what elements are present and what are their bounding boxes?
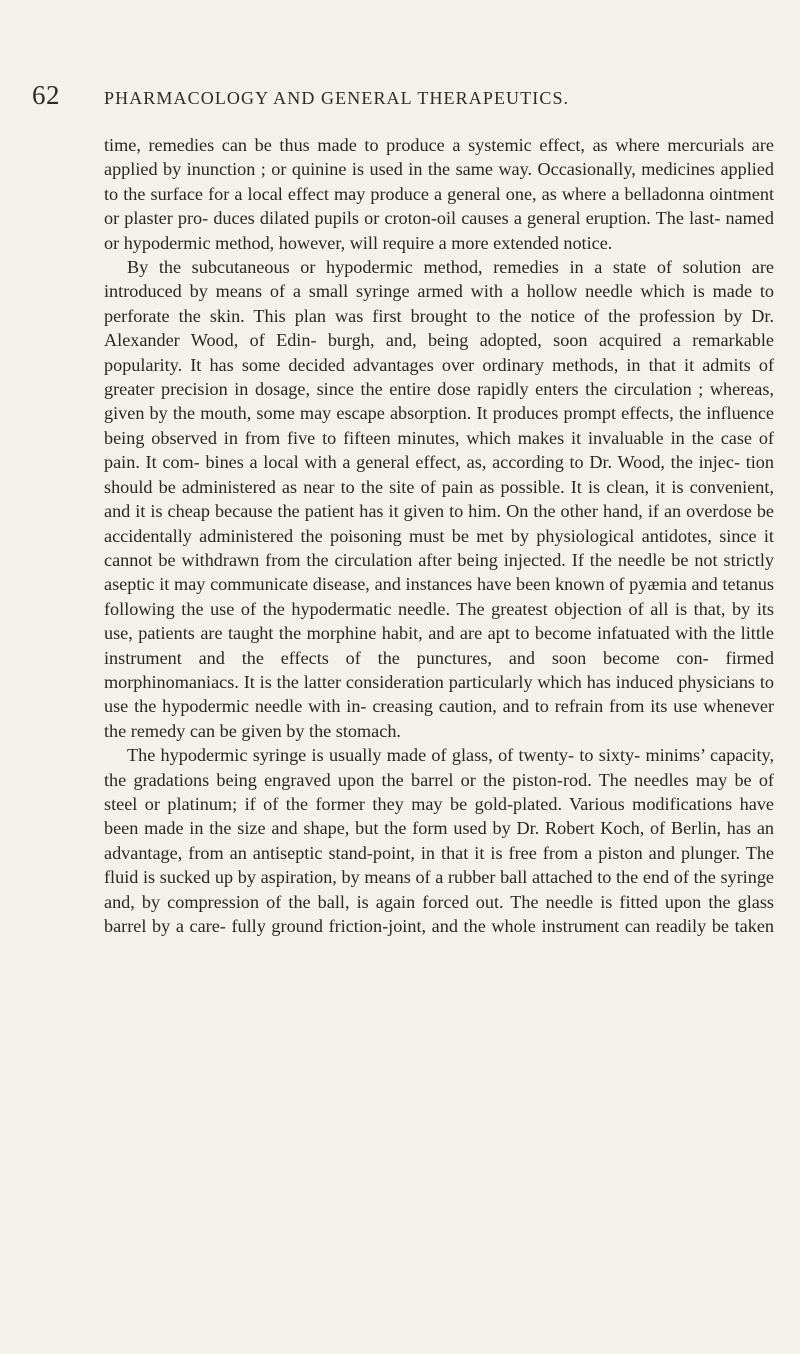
body-text bbox=[104, 133, 774, 938]
page-number: 62 bbox=[32, 80, 60, 110]
running-head: PHARMACOLOGY AND GENERAL THERAPEUTICS. bbox=[104, 88, 570, 108]
paragraph-1: time, remedies can be thus made to produce a systemic effect, as where mercurials are applied by inunction ; or quinine is used in the same way. Occasionally, medicines applied to the surface for a local effect may produce a general one, as where a belladonna ointment or plaster pro- duces dilated pupils or croton-oil causes a general eruption. The last- named or hypodermic method, however, will require a more extended notice. bbox=[104, 135, 774, 253]
paragraph-2: By the subcutaneous or hypodermic method, remedies in a state of solution are introduced by means of a small syringe armed with a hollow needle which is made to perforate the skin. This plan was first brought to the notice of the profession by Dr. Alexander Wood, of Edin- burgh, and, being adopted, soon acquired a remarkable popularity. It has some decided advantages over ordinary methods, in that it admits of greater precision in dosage, since the entire dose rapidly enters the circulation ; whereas, given by the mouth, some may escape absorption. It produces prompt effects, the influence being observed in from five to fifteen minutes, which makes it invaluable in the case of pain. It com- bines a local with a general effect, as, according to Dr. Wood, the injec- tion should be administered as near to the site of pain as possible. It is clean, it is convenient, and it is cheap because the patient has it given to him. On the other hand, if an overdose be accidentally administered the poisoning must be met by physiological antidotes, since it cannot be withdrawn from the circulation after being injected. If the needle be not strictly aseptic it may communicate disease, and instances have been known of pyæmia and tetanus following the use of the hypodermatic needle. The greatest objection of all is that, by its use, patients are taught the morphine habit, and are apt to become infatuated with the little instrument and the effects of the punctures, and soon become con- firmed morphinomaniacs. It is the latter consideration particularly which has induced physicians to use the hypodermic needle with in- creasing caution, and to refrain from its use whenever the remedy can be given by the stomach. bbox=[104, 257, 774, 741]
paragraph-3: The hypodermic syringe is usually made of glass, of twenty- to sixty- minims’ capacity, the gradations being engraved upon the barrel or the piston-rod. The needles may be of steel or platinum; if of the former they may be gold-plated. Various modifications have been made in the size and shape, but the form used by Dr. Robert Koch, of Berlin, has an advantage, from an antiseptic stand-point, in that it is free from a piston and plunger. The fluid is sucked up by aspiration, by means of a rubber ball attached to the end of the syringe and, by compression of the ball, is again forced out. The needle is fitted upon the glass barrel by a care- fully ground friction-joint, and the whole instrument can readily be taken bbox=[104, 745, 774, 936]
